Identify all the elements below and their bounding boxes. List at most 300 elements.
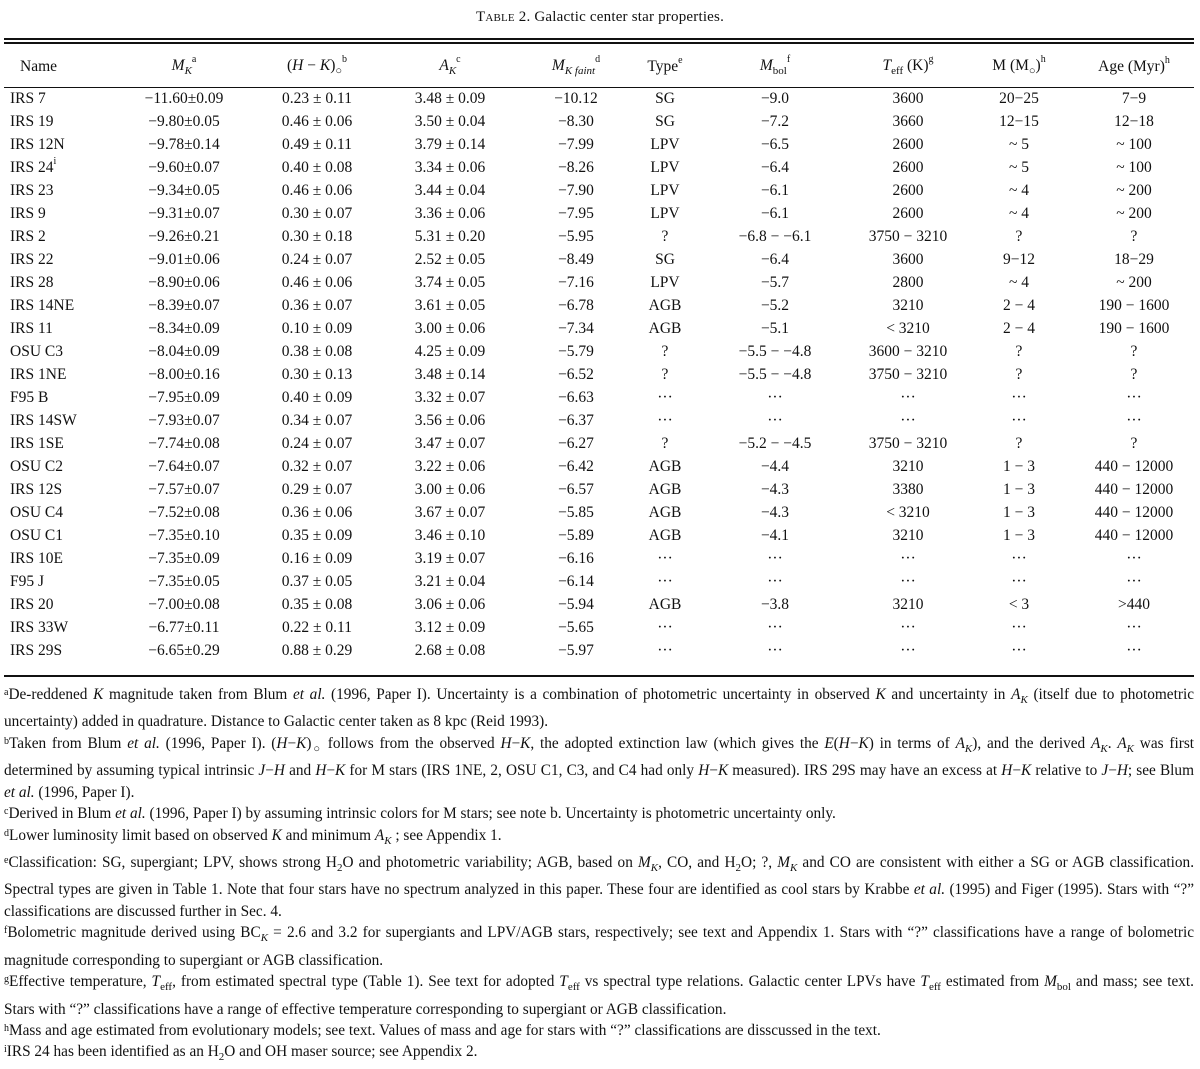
table-cell: −5.89 bbox=[558, 526, 594, 544]
table-cell: −4.4 bbox=[760, 457, 790, 475]
table-cell: 190 − 1600 bbox=[1098, 319, 1170, 337]
table-cell: 3.22 ± 0.06 bbox=[414, 457, 486, 475]
table-row bbox=[6, 386, 1194, 409]
table-cell: −10.12 bbox=[554, 89, 598, 107]
table-cell: SG bbox=[655, 112, 675, 130]
table-cell: 12−18 bbox=[1114, 112, 1154, 130]
table-note-h: $^h$Mass and age estimated from evolutionary models; see text. Values of mass and age for stars with “?” classifications are disscussed in the text. bbox=[4, 1021, 881, 1039]
table-cell: −5.65 bbox=[558, 618, 594, 636]
table-cell: ~ 200 bbox=[1116, 204, 1152, 222]
table-cell: LPV bbox=[650, 135, 680, 153]
table-cell: 3750 − 3210 bbox=[868, 365, 948, 383]
table-cell: −7.95 bbox=[558, 204, 594, 222]
table-cell: −9.80±0.05 bbox=[148, 112, 220, 130]
caption-prefix: Table 2. bbox=[475, 9, 531, 25]
table-cell: ? bbox=[1130, 434, 1138, 452]
table-row bbox=[6, 248, 1194, 271]
table-cell: 3.48 ± 0.09 bbox=[414, 89, 486, 107]
table-cell: 3.32 ± 0.07 bbox=[414, 388, 486, 406]
table-cell: ~ 4 bbox=[1008, 204, 1029, 222]
table-cell: 0.35 ± 0.09 bbox=[281, 526, 353, 544]
table-row bbox=[6, 87, 1194, 110]
table-cell: 0.36 ± 0.06 bbox=[281, 503, 353, 521]
table-cell: −7.34 bbox=[558, 319, 594, 337]
table-cell: −8.04±0.09 bbox=[148, 342, 220, 360]
table-cell: −7.95±0.09 bbox=[148, 388, 220, 406]
table-cell: 0.30 ± 0.18 bbox=[281, 227, 353, 245]
table-cell: −9.34±0.05 bbox=[148, 181, 220, 199]
table-cell: −5.94 bbox=[558, 595, 594, 613]
table-cell: 9−12 bbox=[1003, 250, 1035, 268]
table-cell: −6.57 bbox=[558, 480, 594, 498]
table-cell: −6.1 bbox=[760, 204, 790, 222]
table-cell: 0.23 ± 0.11 bbox=[282, 89, 352, 107]
table-cell: 0.46 ± 0.06 bbox=[281, 273, 353, 291]
table-cell: 0.24 ± 0.07 bbox=[281, 434, 353, 452]
column-header-6: $M_{bol}^f$ bbox=[759, 53, 791, 78]
table-cell: 1 − 3 bbox=[1003, 457, 1035, 475]
table-cell: −6.42 bbox=[558, 457, 594, 475]
table-cell: IRS 9 bbox=[10, 204, 46, 222]
table-note-c: $^c$Derived in Blum et al. (1996, Paper I) by assuming intrinsic colors for M stars; see note b. Uncertainty is photometric uncertainty only. bbox=[4, 805, 836, 823]
table-cell: OSU C2 bbox=[10, 457, 63, 475]
table-cell: 3.46 ± 0.10 bbox=[414, 526, 486, 544]
table-cell: 3210 bbox=[892, 595, 924, 613]
table-cell: −7.93±0.07 bbox=[148, 411, 220, 429]
table-cell: −6.5 bbox=[760, 135, 790, 153]
table-cell: 2 − 4 bbox=[1003, 319, 1035, 337]
table-cell: IRS 1SE bbox=[10, 434, 64, 452]
table-cell: ~ 5 bbox=[1008, 158, 1029, 176]
table-note-i: $^i$IRS 24 has been identified as an $H_2O$ and OH maser source; see Appendix 2. bbox=[4, 1043, 478, 1064]
table-note-f: $^f$Bolometric magnitude derived using $BC_K = 2.6$ and 3.2 for supergiants and LPV/AGB stars, respectively; see text and Appendix 1. Stars with “?” classifications have a range of bolometric magnitude corresponding to supergiant or AGB classification. bbox=[4, 924, 1194, 969]
table-cell: −6.65±0.29 bbox=[148, 641, 220, 659]
table-row bbox=[6, 455, 1194, 478]
table-cell: −5.7 bbox=[760, 273, 790, 291]
table-cell: AGB bbox=[648, 296, 682, 314]
table-row bbox=[6, 432, 1194, 455]
table-cell: 3.74 ± 0.05 bbox=[414, 273, 486, 291]
table-row bbox=[6, 363, 1194, 386]
table-cell: −8.30 bbox=[558, 112, 594, 130]
table-cell: −5.97 bbox=[558, 641, 594, 659]
table-cell: −7.16 bbox=[558, 273, 594, 291]
table-cell: 0.10 ± 0.09 bbox=[281, 319, 353, 337]
table-cell: 0.35 ± 0.08 bbox=[281, 595, 353, 613]
table-cell: −6.27 bbox=[558, 434, 594, 452]
table-cell: 3.34 ± 0.06 bbox=[414, 158, 486, 176]
table-cell: −8.49 bbox=[558, 250, 594, 268]
table-cell: ··· bbox=[1011, 411, 1027, 429]
table-cell: ··· bbox=[1126, 411, 1142, 429]
table-note-b: $^b$Taken from Blum et al. (1996, Paper I). $(H-K)_○$ follows from the observed H−K, the adopted extinction law (which gives the E(H−K) in terms of $A_K$), and the derived $A_K$. $A_K$ was first determined by assuming typical intrinsic J−H and H−K for M stars (IRS 1NE, 2, OSU C1, C3, and C4 had only H−K measured). IRS 29S may have an excess at H−K relative to J−H; see Blum et al. (1996, Paper I). bbox=[4, 734, 1195, 801]
table-cell: IRS 14NE bbox=[10, 296, 75, 314]
table-cell: 0.30 ± 0.07 bbox=[281, 204, 353, 222]
table-cell: 2.68 ± 0.08 bbox=[414, 641, 486, 659]
table-cell: −6.4 bbox=[760, 158, 790, 176]
table-cell: −5.2 − −4.5 bbox=[738, 434, 812, 452]
table-cell: −5.79 bbox=[558, 342, 594, 360]
table-cell: 440 − 12000 bbox=[1094, 526, 1174, 544]
table-cell: 3750 − 3210 bbox=[868, 227, 948, 245]
table-row bbox=[6, 593, 1194, 616]
table-cell: 2600 bbox=[892, 135, 924, 153]
table-row bbox=[6, 524, 1194, 547]
table-cell: −5.5 − −4.8 bbox=[738, 342, 812, 360]
table-row bbox=[6, 156, 1194, 179]
caption-text: Galactic center star properties. bbox=[534, 9, 725, 25]
table-cell: 3.50 ± 0.04 bbox=[414, 112, 486, 130]
table-cell: 3750 − 3210 bbox=[868, 434, 948, 452]
table-cell: ··· bbox=[657, 411, 673, 429]
table-row bbox=[6, 225, 1194, 248]
table-cell: 440 − 12000 bbox=[1094, 480, 1174, 498]
table-cell: ··· bbox=[900, 641, 916, 659]
column-header-7: $T_{eff}$ $(K)^g$ bbox=[882, 53, 934, 78]
table-cell: −9.01±0.06 bbox=[148, 250, 220, 268]
table-cell: IRS 19 bbox=[10, 112, 54, 130]
bottom-rule bbox=[4, 675, 1194, 677]
table-cell: 3.44 ± 0.04 bbox=[414, 181, 486, 199]
table-cell: 3380 bbox=[892, 480, 924, 498]
table-cell: IRS 24$^i$ bbox=[10, 155, 57, 176]
table-cell: −7.35±0.05 bbox=[148, 572, 220, 590]
table-cell: −5.1 bbox=[760, 319, 790, 337]
table-cell: ~ 4 bbox=[1008, 273, 1029, 291]
table-cell: ~ 200 bbox=[1116, 181, 1152, 199]
table-cell: 0.49 ± 0.11 bbox=[282, 135, 352, 153]
table-cell: ··· bbox=[1126, 388, 1142, 406]
table-cell: ··· bbox=[767, 618, 783, 636]
table-cell: ··· bbox=[657, 388, 673, 406]
star-properties-table bbox=[6, 52, 1194, 662]
table-cell: AGB bbox=[648, 319, 682, 337]
table-cell: 3600 bbox=[892, 250, 924, 268]
table-cell: ··· bbox=[1126, 549, 1142, 567]
table-cell: −7.52±0.08 bbox=[148, 503, 220, 521]
table-cell: 3600 − 3210 bbox=[868, 342, 948, 360]
table-cell: 2600 bbox=[892, 181, 924, 199]
table-row bbox=[6, 570, 1194, 593]
table-cell: F95 B bbox=[10, 388, 49, 406]
table-cell: −7.99 bbox=[558, 135, 594, 153]
table-cell: 3210 bbox=[892, 526, 924, 544]
table-row bbox=[6, 616, 1194, 639]
table-cell: 3.48 ± 0.14 bbox=[414, 365, 486, 383]
table-cell: IRS 12S bbox=[10, 480, 63, 498]
table-row bbox=[6, 409, 1194, 432]
table-cell: ··· bbox=[767, 572, 783, 590]
table-cell: −9.0 bbox=[760, 89, 790, 107]
table-cell: 3.47 ± 0.07 bbox=[414, 434, 486, 452]
top-rule bbox=[4, 38, 1194, 40]
table-cell: 0.32 ± 0.07 bbox=[281, 457, 353, 475]
table-cell: ? bbox=[661, 365, 669, 383]
table-note-e: $^e$Classification: SG, supergiant; LPV, shows strong $H_2O$ and photometric variability; AGB, based on $M_K$, CO, and $H_2O$; ?, $M_K$ and CO are consistent with either a SG or AGB classification. Spectral types are given in Table 1. Note that four stars have no spectrum analyzed in this paper. These four are identified as cool stars by Krabbe et al. (1995) and Figer (1995). Stars with “?” classifications are discussed further in Sec. 4. bbox=[4, 853, 1195, 920]
table-cell: ? bbox=[1130, 342, 1138, 360]
table-note-g: $^g$Effective temperature, $T_{eff}$, from estimated spectral type (Table 1). See text for adopted $T_{eff}$ vs spectral type relations. Galactic center LPVs have $T_{eff}$ estimated from $M_{bol}$ and mass; see text. Stars with “?” classifications have a range of effective temperature corresponding to supergiant or AGB classification. bbox=[4, 973, 1194, 1018]
table-cell: 7−9 bbox=[1121, 89, 1147, 107]
table-row bbox=[6, 133, 1194, 156]
table-cell: 3600 bbox=[892, 89, 924, 107]
table-cell: ~ 200 bbox=[1116, 273, 1152, 291]
table-cell: ··· bbox=[767, 411, 783, 429]
table-cell: 0.16 ± 0.09 bbox=[281, 549, 353, 567]
table-cell: ? bbox=[661, 434, 669, 452]
table-cell: 3210 bbox=[892, 457, 924, 475]
table-cell: ? bbox=[1130, 227, 1138, 245]
table-cell: 2600 bbox=[892, 158, 924, 176]
table-cell: IRS 33W bbox=[10, 618, 69, 636]
table-cell: 3.00 ± 0.06 bbox=[414, 480, 486, 498]
column-header-5: Type$^e$ bbox=[647, 55, 683, 75]
table-cell: 20−25 bbox=[999, 89, 1039, 107]
table-cell: 0.38 ± 0.08 bbox=[281, 342, 353, 360]
table-cell: LPV bbox=[650, 158, 680, 176]
table-cell: OSU C1 bbox=[10, 526, 63, 544]
table-cell: 3.36 ± 0.06 bbox=[414, 204, 486, 222]
table-cell: −6.14 bbox=[558, 572, 594, 590]
table-cell: IRS 28 bbox=[10, 273, 54, 291]
table-cell: −5.2 bbox=[760, 296, 790, 314]
table-row bbox=[6, 294, 1194, 317]
table-cell: AGB bbox=[648, 595, 682, 613]
table-cell: −7.64±0.07 bbox=[148, 457, 220, 475]
table-cell: IRS 12N bbox=[10, 135, 65, 153]
table-cell: −8.26 bbox=[558, 158, 594, 176]
table-cell: IRS 7 bbox=[10, 89, 46, 107]
table-cell: 3.06 ± 0.06 bbox=[414, 595, 486, 613]
table-cell: −8.39±0.07 bbox=[148, 296, 220, 314]
table-cell: 3.79 ± 0.14 bbox=[414, 135, 486, 153]
table-cell: < 3 bbox=[1008, 595, 1030, 613]
table-cell: −11.60±0.09 bbox=[144, 89, 224, 107]
column-header-2: $(H - K)_○^b$ bbox=[286, 53, 348, 78]
table-cell: 0.34 ± 0.07 bbox=[281, 411, 353, 429]
table-cell: 190 − 1600 bbox=[1098, 296, 1170, 314]
column-header-3: $A_K^c$ bbox=[439, 53, 461, 78]
table-row bbox=[6, 110, 1194, 133]
table-cell: 12−15 bbox=[999, 112, 1039, 130]
table-cell: ··· bbox=[657, 641, 673, 659]
table-cell: < 3210 bbox=[886, 503, 930, 521]
table-row bbox=[6, 340, 1194, 363]
table-cell: ··· bbox=[1011, 641, 1027, 659]
table-cell: −7.90 bbox=[558, 181, 594, 199]
table-cell: −8.34±0.09 bbox=[148, 319, 220, 337]
table-cell: −6.16 bbox=[558, 549, 594, 567]
table-cell: OSU C4 bbox=[10, 503, 63, 521]
table-cell: 3660 bbox=[892, 112, 924, 130]
table-cell: < 3210 bbox=[886, 319, 930, 337]
table-cell: 3.67 ± 0.07 bbox=[414, 503, 486, 521]
table-cell: ~ 5 bbox=[1008, 135, 1029, 153]
table-cell: ? bbox=[1015, 365, 1023, 383]
table-cell: ··· bbox=[657, 572, 673, 590]
table-cell: ~ 100 bbox=[1116, 158, 1152, 176]
table-cell: IRS 2 bbox=[10, 227, 46, 245]
table-cell: 5.31 ± 0.20 bbox=[414, 227, 486, 245]
table-cell: 0.36 ± 0.07 bbox=[281, 296, 353, 314]
table-cell: 1 − 3 bbox=[1003, 480, 1035, 498]
table-cell: 0.88 ± 0.29 bbox=[281, 641, 353, 659]
table-cell: 0.37 ± 0.05 bbox=[281, 572, 353, 590]
table-cell: −9.31±0.07 bbox=[148, 204, 220, 222]
table-row bbox=[6, 317, 1194, 340]
table-body bbox=[6, 87, 1194, 662]
table-cell: −7.35±0.09 bbox=[148, 549, 220, 567]
table-row bbox=[6, 202, 1194, 225]
table-cell: ? bbox=[1015, 434, 1023, 452]
table-cell: 440 − 12000 bbox=[1094, 457, 1174, 475]
table-cell: 1 − 3 bbox=[1003, 503, 1035, 521]
table-cell: 2 − 4 bbox=[1003, 296, 1035, 314]
column-header-4: $M_{K faint}^d$ bbox=[551, 53, 601, 78]
table-cell: 4.25 ± 0.09 bbox=[414, 342, 486, 360]
table-cell: −5.5 − −4.8 bbox=[738, 365, 812, 383]
table-cell: −7.00±0.08 bbox=[148, 595, 220, 613]
table-row bbox=[6, 501, 1194, 524]
column-header-8: M $(M_○)^h$ bbox=[992, 53, 1046, 78]
table-cell: −7.35±0.10 bbox=[148, 526, 220, 544]
table-cell: −6.8 − −6.1 bbox=[738, 227, 812, 245]
table-cell: 0.24 ± 0.07 bbox=[281, 250, 353, 268]
table-cell: IRS 23 bbox=[10, 181, 54, 199]
table-cell: 0.40 ± 0.09 bbox=[281, 388, 353, 406]
table-cell: ? bbox=[661, 342, 669, 360]
column-header-1: $M_K^a$ bbox=[171, 53, 197, 78]
table-cell: ··· bbox=[900, 549, 916, 567]
table-cell: >440 bbox=[1118, 595, 1150, 613]
table-cell: LPV bbox=[650, 273, 680, 291]
column-header-9: Age (Myr)$^h$ bbox=[1098, 55, 1170, 75]
table-cell: ? bbox=[1130, 365, 1138, 383]
table-cell: 3210 bbox=[892, 296, 924, 314]
table-cell: −7.74±0.08 bbox=[148, 434, 220, 452]
table-row bbox=[6, 271, 1194, 294]
table-cell: AGB bbox=[648, 480, 682, 498]
table-caption bbox=[0, 9, 1200, 26]
table-cell: 0.29 ± 0.07 bbox=[281, 480, 353, 498]
table-cell: −3.8 bbox=[760, 595, 790, 613]
table-row bbox=[6, 478, 1194, 501]
table-cell: ··· bbox=[767, 388, 783, 406]
table-cell: 3.21 ± 0.04 bbox=[414, 572, 486, 590]
table-cell: IRS 14SW bbox=[10, 411, 77, 429]
table-cell: 0.46 ± 0.06 bbox=[281, 181, 353, 199]
table-cell: SG bbox=[655, 89, 675, 107]
table-cell: OSU C3 bbox=[10, 342, 63, 360]
table-row bbox=[6, 179, 1194, 202]
table-cell: IRS 22 bbox=[10, 250, 54, 268]
table-cell: IRS 11 bbox=[10, 319, 53, 337]
table-cell: ··· bbox=[657, 549, 673, 567]
table-cell: −4.3 bbox=[760, 480, 790, 498]
table-cell: IRS 20 bbox=[10, 595, 54, 613]
table-cell: 0.46 ± 0.06 bbox=[281, 112, 353, 130]
table-cell: ··· bbox=[900, 411, 916, 429]
table-cell: 3.19 ± 0.07 bbox=[414, 549, 486, 567]
table-cell: LPV bbox=[650, 181, 680, 199]
table-cell: 0.40 ± 0.08 bbox=[281, 158, 353, 176]
table-cell: ··· bbox=[900, 618, 916, 636]
table-cell: ··· bbox=[900, 572, 916, 590]
table-cell: ··· bbox=[1126, 572, 1142, 590]
table-cell: −9.78±0.14 bbox=[148, 135, 220, 153]
table-cell: −6.78 bbox=[558, 296, 594, 314]
table-cell: −6.77±0.11 bbox=[148, 618, 220, 636]
table-cell: 3.00 ± 0.06 bbox=[414, 319, 486, 337]
table-cell: ~ 100 bbox=[1116, 135, 1152, 153]
table-cell: −8.90±0.06 bbox=[148, 273, 220, 291]
table-cell: 2.52 ± 0.05 bbox=[414, 250, 486, 268]
table-cell: AGB bbox=[648, 503, 682, 521]
table-cell: ··· bbox=[1011, 618, 1027, 636]
column-header-0: Name bbox=[20, 58, 58, 75]
table-cell: IRS 1NE bbox=[10, 365, 67, 383]
table-cell: −6.4 bbox=[760, 250, 790, 268]
table-cell: −9.26±0.21 bbox=[148, 227, 220, 245]
table-cell: −7.2 bbox=[760, 112, 790, 130]
table-cell: ··· bbox=[657, 618, 673, 636]
table-cell: −4.3 bbox=[760, 503, 790, 521]
table-cell: 0.30 ± 0.13 bbox=[281, 365, 353, 383]
table-cell: 2600 bbox=[892, 204, 924, 222]
table-note-d: $^d$Lower luminosity limit based on observed K and minimum $A_K$ ; see Appendix 1. bbox=[4, 826, 502, 847]
table-cell: ··· bbox=[767, 641, 783, 659]
table-cell: SG bbox=[655, 250, 675, 268]
table-cell: ··· bbox=[1011, 388, 1027, 406]
table-cell: −6.63 bbox=[558, 388, 594, 406]
table-notes bbox=[4, 684, 1194, 1069]
table-cell: 0.22 ± 0.11 bbox=[282, 618, 352, 636]
table-header-row bbox=[6, 52, 1194, 82]
table-cell: ··· bbox=[1011, 549, 1027, 567]
table-cell: ··· bbox=[1011, 572, 1027, 590]
table-cell: ··· bbox=[767, 549, 783, 567]
table-cell: −6.52 bbox=[558, 365, 594, 383]
table-cell: LPV bbox=[650, 204, 680, 222]
table-cell: ~ 4 bbox=[1008, 181, 1029, 199]
top-rule-second bbox=[4, 42, 1194, 44]
table-cell: AGB bbox=[648, 526, 682, 544]
table-cell: ? bbox=[1015, 342, 1023, 360]
table-cell: −7.57±0.07 bbox=[148, 480, 220, 498]
table-cell: IRS 10E bbox=[10, 549, 63, 567]
table-cell: 2800 bbox=[892, 273, 924, 291]
table-cell: 3.61 ± 0.05 bbox=[414, 296, 486, 314]
table-cell: 3.12 ± 0.09 bbox=[414, 618, 486, 636]
table-cell: −5.95 bbox=[558, 227, 594, 245]
table-cell: −6.37 bbox=[558, 411, 594, 429]
table-row bbox=[6, 639, 1194, 662]
table-cell: 1 − 3 bbox=[1003, 526, 1035, 544]
table-cell: ? bbox=[1015, 227, 1023, 245]
table-cell: −6.1 bbox=[760, 181, 790, 199]
table-cell: 18−29 bbox=[1114, 250, 1154, 268]
table-cell: −9.60±0.07 bbox=[148, 158, 220, 176]
table-cell: 440 − 12000 bbox=[1094, 503, 1174, 521]
table-row bbox=[6, 547, 1194, 570]
table-cell: −4.1 bbox=[760, 526, 790, 544]
table-cell: ··· bbox=[900, 388, 916, 406]
table-cell: ··· bbox=[1126, 641, 1142, 659]
table-cell: AGB bbox=[648, 457, 682, 475]
table-cell: −8.00±0.16 bbox=[148, 365, 220, 383]
table-note-a: $^a$De-reddened K magnitude taken from Blum et al. (1996, Paper I). Uncertainty is a combination of photometric uncertainty in observed K and uncertainty in $A_K$ (itself due to photometric uncertainty) added in quadrature. Distance to Galactic center taken as 8 kpc (Reid 1993). bbox=[4, 686, 1194, 731]
table-cell: IRS 29S bbox=[10, 641, 63, 659]
table-cell: ··· bbox=[1126, 618, 1142, 636]
